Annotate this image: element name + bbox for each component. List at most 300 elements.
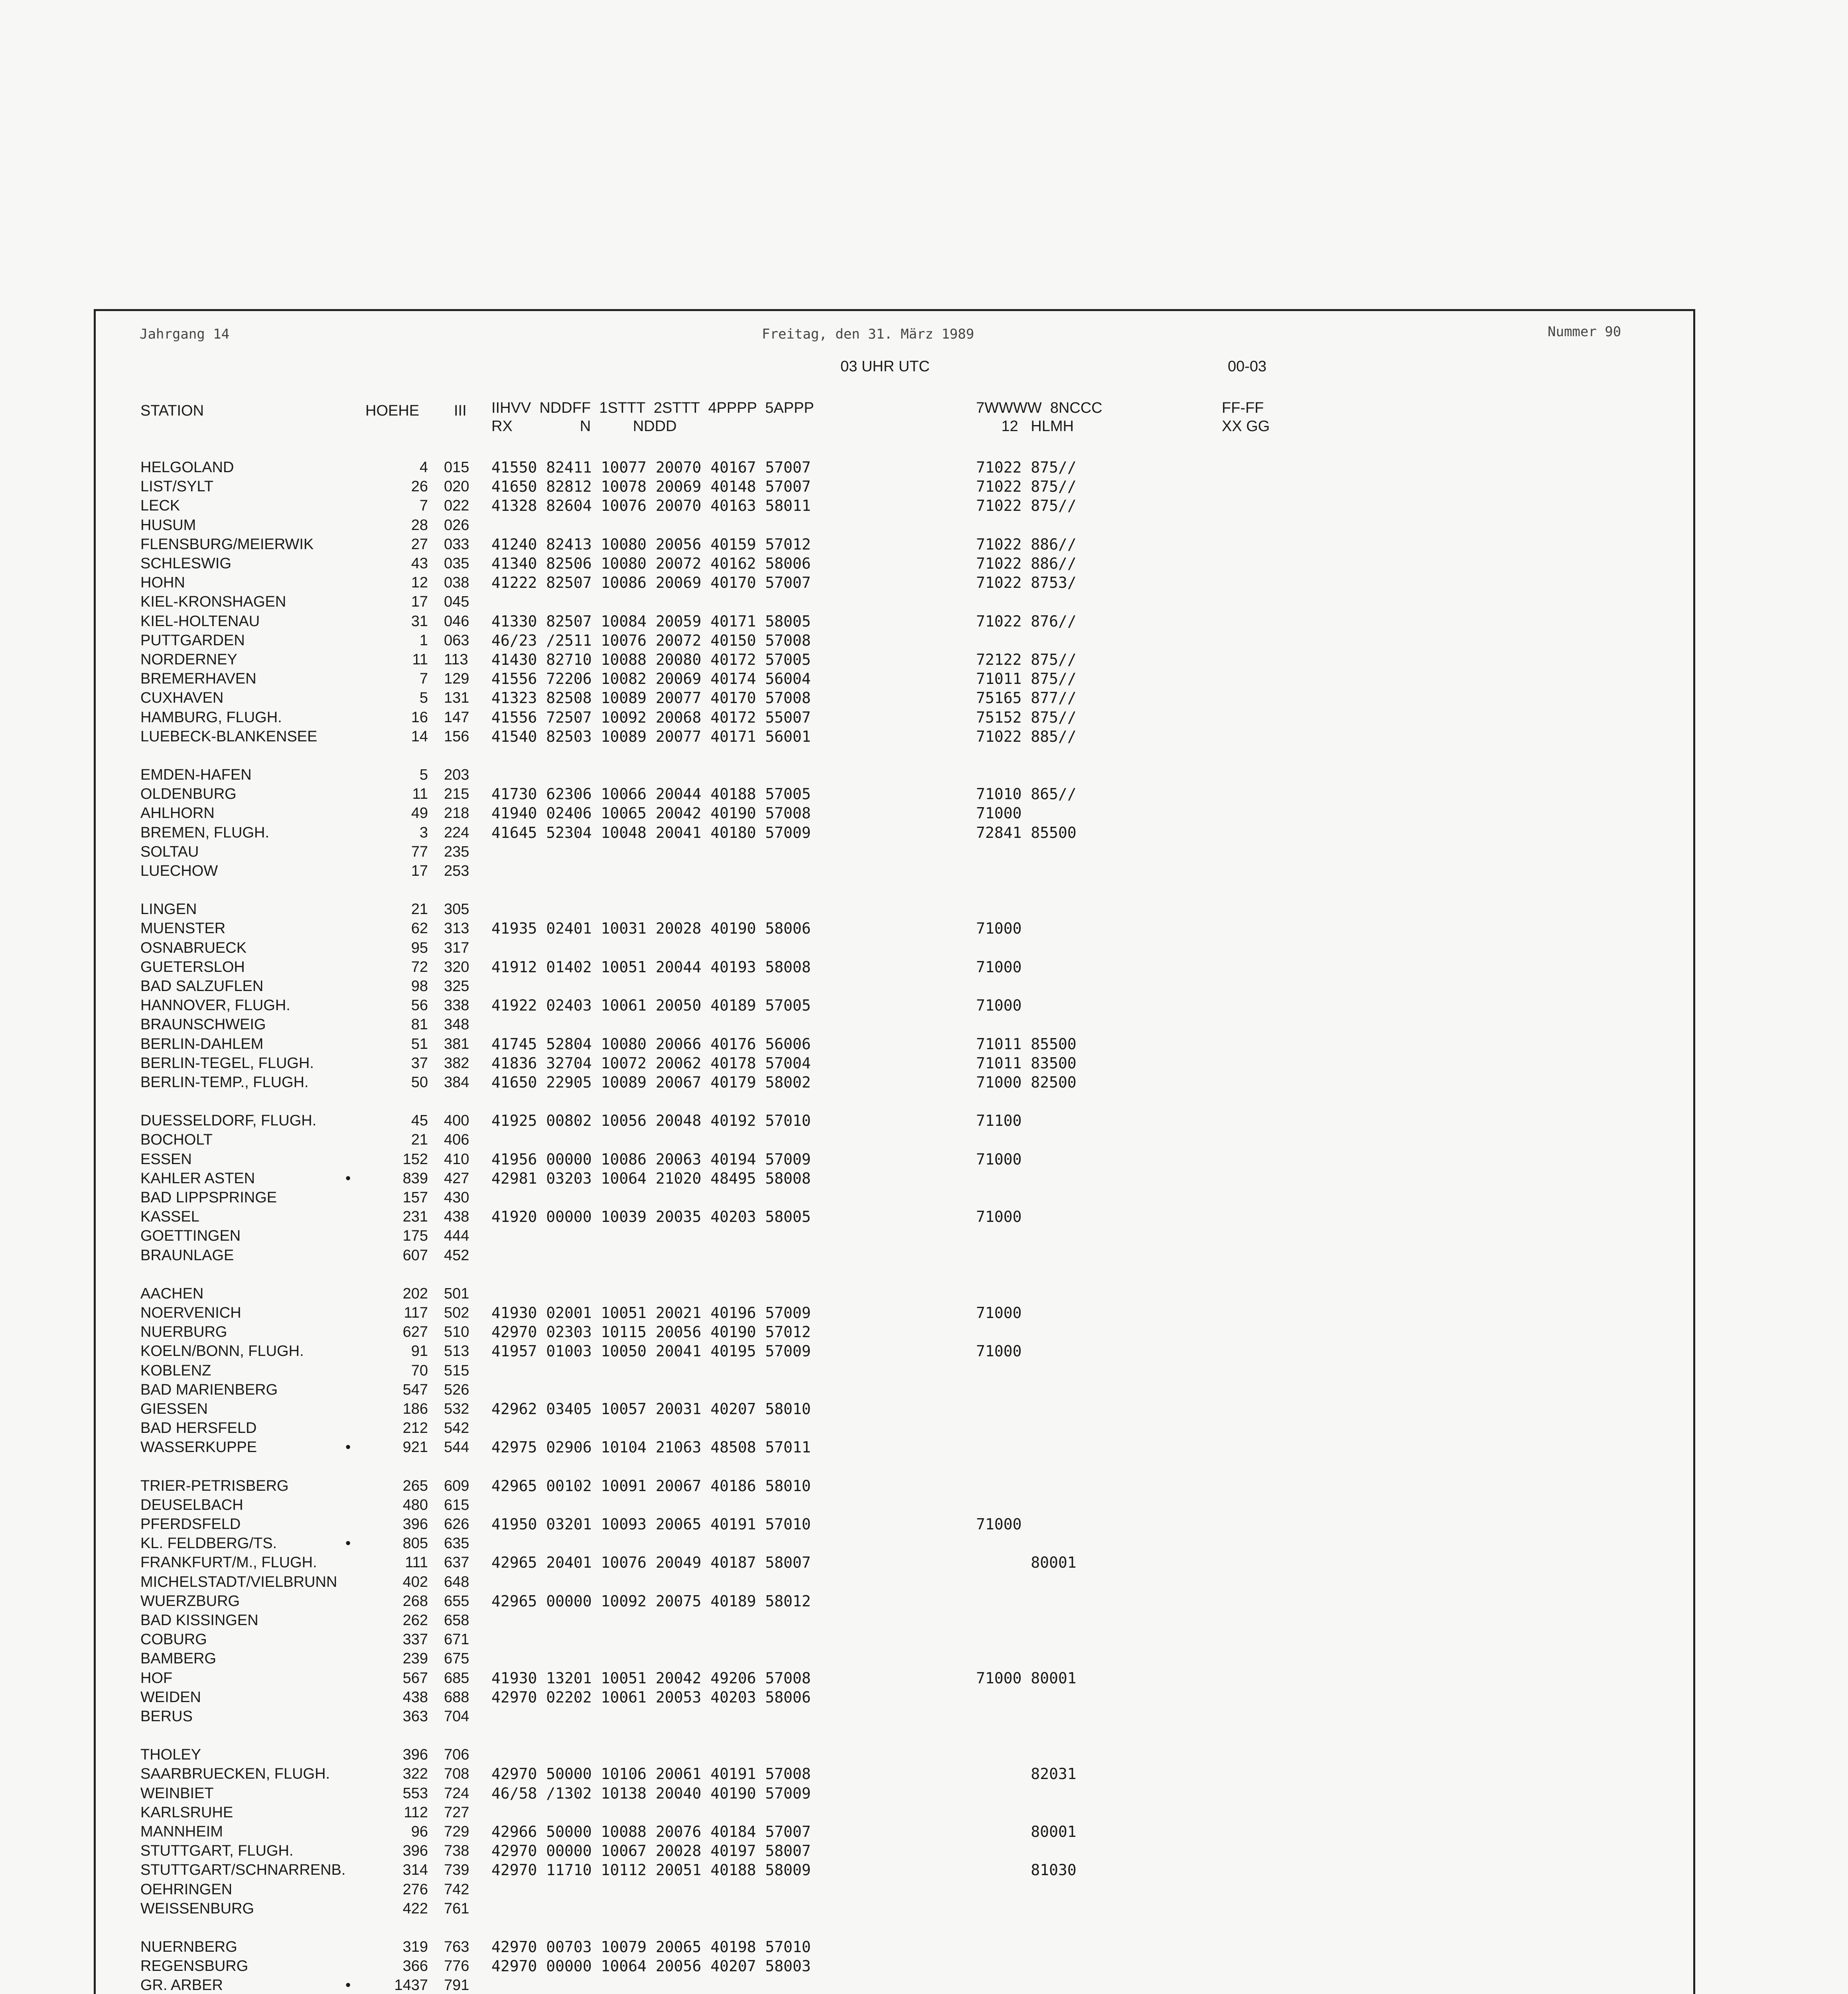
station-name: TRIER-PETRISBERG (140, 1478, 289, 1494)
station-height: 157 (402, 1189, 428, 1206)
station-name: OLDENBURG (140, 786, 237, 802)
table-row (0, 1976, 1848, 1994)
station-height: 212 (402, 1420, 428, 1436)
table-row (0, 1688, 1848, 1707)
station-name: DEUSELBACH (140, 1497, 243, 1513)
weather-groups: 71022 8753/ (976, 574, 1077, 591)
station-number: 438 (444, 1208, 469, 1225)
station-name: LIST/SYLT (140, 478, 214, 495)
station-number: 156 (444, 728, 469, 745)
table-row (0, 1822, 1848, 1841)
observation-groups: 46/23 /2511 10076 20072 40150 57008 (491, 632, 811, 649)
observation-groups: 41922 02403 10061 20050 40189 57005 (491, 997, 811, 1014)
station-name: KOELN/BONN, FLUGH. (140, 1343, 304, 1360)
station-height: 98 (411, 978, 428, 995)
station-name: LECK (140, 497, 180, 514)
observation-groups: 41222 82507 10086 20069 40170 57007 (491, 574, 811, 591)
station-height: 45 (411, 1112, 428, 1129)
observation-groups: 42970 11710 10112 20051 40188 58009 (491, 1861, 811, 1879)
station-number: 400 (444, 1112, 469, 1129)
station-name: WEINBIET (140, 1785, 214, 1802)
observation-groups: 42965 00102 10091 20067 40186 58010 (491, 1477, 811, 1495)
table-row (0, 1553, 1848, 1572)
mountain-station-marker: • (345, 1535, 351, 1552)
station-name: AHLHORN (140, 805, 215, 822)
station-name: KL. FELDBERG/TS. (140, 1535, 277, 1552)
station-name: BERLIN-DAHLEM (140, 1036, 264, 1052)
table-row (0, 554, 1848, 573)
station-height: 268 (402, 1593, 428, 1610)
table-row (0, 765, 1848, 784)
station-name: STUTTGART/SCHNARRENB. (140, 1862, 346, 1878)
station-height: 396 (402, 1516, 428, 1533)
col-group-observation: IIHVV NDDFF 1STTT 2STTT 4PPPP 5APPP RX N NDDD (491, 400, 814, 435)
station-height: 396 (402, 1842, 428, 1859)
station-number: 626 (444, 1516, 469, 1533)
station-number: 035 (444, 555, 469, 572)
weather-groups: 71010 865// (976, 785, 1077, 803)
station-number: 724 (444, 1785, 469, 1802)
station-name: KIEL-KRONSHAGEN (140, 593, 286, 610)
observation-groups: 42966 50000 10088 20076 40184 57007 (491, 1823, 811, 1840)
table-row (0, 1784, 1848, 1803)
station-name: KAHLER ASTEN (140, 1170, 255, 1187)
table-row (0, 861, 1848, 881)
table-row (0, 900, 1848, 919)
station-name: KASSEL (140, 1208, 199, 1225)
table-row (0, 1764, 1848, 1783)
station-height: 921 (402, 1439, 428, 1456)
station-name: KIEL-HOLTENAU (140, 613, 260, 630)
col-iii: III (454, 402, 467, 419)
observation-groups: 41730 62306 10066 20044 40188 57005 (491, 785, 811, 803)
station-number: 325 (444, 978, 469, 995)
station-number: 542 (444, 1420, 469, 1436)
station-height: 17 (411, 863, 428, 879)
observation-groups: 41836 32704 10072 20062 40178 57004 (491, 1054, 811, 1072)
observation-groups: 41328 82604 10076 20070 40163 58011 (491, 497, 811, 514)
station-name: BAD KISSINGEN (140, 1612, 258, 1629)
station-height: 337 (402, 1631, 428, 1648)
station-height: 111 (405, 1554, 428, 1571)
observation-groups: 41930 02001 10051 20021 40196 57009 (491, 1304, 811, 1322)
table-row (0, 1111, 1848, 1130)
table-row (0, 1246, 1848, 1265)
station-name: KOBLENZ (140, 1362, 211, 1379)
issue-number: Nummer 90 (1548, 324, 1621, 340)
table-row (0, 938, 1848, 958)
station-number: 338 (444, 997, 469, 1014)
station-name: BREMEN, FLUGH. (140, 824, 270, 841)
station-height: 14 (411, 728, 428, 745)
observation-groups: 42970 00000 10067 20028 40197 58007 (491, 1842, 811, 1860)
table-row (0, 535, 1848, 554)
table-row (0, 1745, 1848, 1764)
weather-groups: 71000 (976, 1151, 1022, 1168)
col-group-wind: FF-FF XX GG (1222, 400, 1270, 435)
station-number: 742 (444, 1881, 469, 1898)
station-name: PUTTGARDEN (140, 632, 245, 649)
col-station: STATION (140, 402, 204, 419)
table-row (0, 1169, 1848, 1188)
station-name: ESSEN (140, 1151, 192, 1168)
weather-groups: 71000 (976, 920, 1022, 937)
station-name: PFERDSFELD (140, 1516, 241, 1533)
station-number: 544 (444, 1439, 469, 1456)
jahrgang-label: Jahrgang 14 (140, 326, 230, 342)
table-row (0, 1649, 1848, 1668)
station-name: NUERNBERG (140, 1939, 237, 1955)
station-name: LUEBECK-BLANKENSEE (140, 728, 318, 745)
station-number: 313 (444, 920, 469, 937)
table-row (0, 1880, 1848, 1899)
table-row (0, 458, 1848, 477)
observation-groups: 41550 82411 10077 20070 40167 57007 (491, 459, 811, 476)
station-number: 381 (444, 1036, 469, 1052)
table-row (0, 1380, 1848, 1399)
station-number: 763 (444, 1939, 469, 1955)
station-height: 7 (419, 670, 428, 687)
observation-groups: 46/58 /1302 10138 20040 40190 57009 (491, 1785, 811, 1802)
table-row (0, 477, 1848, 496)
station-height: 319 (402, 1939, 428, 1955)
table-row (0, 1669, 1848, 1688)
station-height: 839 (402, 1170, 428, 1187)
station-height: 81 (411, 1016, 428, 1033)
station-number: 648 (444, 1574, 469, 1590)
station-name: WEIDEN (140, 1689, 201, 1706)
period-label: 00-03 (1228, 358, 1267, 375)
weather-groups: 71000 (976, 1208, 1022, 1226)
station-number: 384 (444, 1074, 469, 1091)
station-name: LUECHOW (140, 863, 218, 879)
table-row (0, 516, 1848, 535)
station-name: BAD HERSFELD (140, 1420, 257, 1436)
station-number: 033 (444, 536, 469, 553)
station-name: BAD LIPPSPRINGE (140, 1189, 277, 1206)
table-row (0, 1707, 1848, 1726)
station-number: 015 (444, 459, 469, 476)
table-row (0, 1342, 1848, 1361)
station-height: 175 (402, 1228, 428, 1244)
table-row (0, 1054, 1848, 1073)
weather-groups: 80001 (976, 1823, 1077, 1840)
table-row (0, 1150, 1848, 1169)
table-row (0, 1899, 1848, 1918)
station-name: HUSUM (140, 517, 196, 534)
table-row (0, 1226, 1848, 1245)
station-height: 366 (402, 1958, 428, 1974)
station-name: BAMBERG (140, 1650, 217, 1667)
date-label: Freitag, den 31. März 1989 (762, 326, 974, 342)
station-number: 317 (444, 940, 469, 956)
station-number: 382 (444, 1055, 469, 1072)
station-name: GOETTINGEN (140, 1228, 241, 1244)
station-number: 704 (444, 1708, 469, 1725)
station-number: 609 (444, 1478, 469, 1494)
weather-groups: 71000 (976, 1515, 1022, 1533)
station-height: 314 (402, 1862, 428, 1878)
station-name: HOF (140, 1670, 173, 1687)
table-row (0, 1957, 1848, 1976)
station-name: SCHLESWIG (140, 555, 232, 572)
table-row (0, 1399, 1848, 1419)
station-name: BAD MARIENBERG (140, 1381, 278, 1398)
station-height: 5 (419, 766, 428, 783)
station-height: 26 (411, 478, 428, 495)
station-name: BAD SALZUFLEN (140, 978, 264, 995)
table-row (0, 1515, 1848, 1534)
station-height: 202 (402, 1285, 428, 1302)
station-height: 402 (402, 1574, 428, 1590)
table-row (0, 1303, 1848, 1322)
observation-groups: 41650 22905 10089 20067 40179 58002 (491, 1074, 811, 1091)
station-name: HELGOLAND (140, 459, 234, 476)
station-number: 510 (444, 1324, 469, 1340)
station-name: SOLTAU (140, 843, 199, 860)
station-height: 363 (402, 1708, 428, 1725)
table-row (0, 1496, 1848, 1515)
table-row (0, 804, 1848, 823)
observation-groups: 42970 02303 10115 20056 40190 57012 (491, 1323, 811, 1341)
station-height: 28 (411, 517, 428, 534)
col-group-weather: 7WWWW 8NCCC 12 HLMH (976, 400, 1102, 435)
station-name: THOLEY (140, 1746, 201, 1763)
mountain-station-marker: • (345, 1170, 351, 1187)
table-row (0, 1803, 1848, 1822)
table-row (0, 1284, 1848, 1303)
station-number: 526 (444, 1381, 469, 1398)
station-name: MANNHEIM (140, 1823, 223, 1840)
station-number: 671 (444, 1631, 469, 1648)
station-height: 11 (412, 651, 428, 668)
station-height: 11 (412, 786, 428, 802)
observation-groups: 41930 13201 10051 20042 49206 57008 (491, 1669, 811, 1687)
weather-groups: 71000 (976, 997, 1022, 1014)
station-number: 502 (444, 1304, 469, 1321)
station-number: 038 (444, 574, 469, 591)
station-height: 51 (411, 1036, 428, 1052)
station-number: 224 (444, 824, 469, 841)
station-height: 27 (411, 536, 428, 553)
station-number: 513 (444, 1343, 469, 1360)
station-name: GIESSEN (140, 1401, 208, 1417)
station-height: 265 (402, 1478, 428, 1494)
station-height: 805 (402, 1535, 428, 1552)
station-height: 262 (402, 1612, 428, 1629)
observation-groups: 41650 82812 10078 20069 40148 57007 (491, 478, 811, 495)
station-name: HAMBURG, FLUGH. (140, 709, 282, 726)
station-number: 615 (444, 1497, 469, 1513)
station-number: 348 (444, 1016, 469, 1033)
station-name: KARLSRUHE (140, 1804, 233, 1821)
station-name: WEISSENBURG (140, 1900, 254, 1917)
table-row (0, 650, 1848, 669)
weather-groups: 72122 875// (976, 651, 1077, 668)
station-height: 5 (419, 690, 428, 706)
station-name: WASSERKUPPE (140, 1439, 257, 1456)
weather-groups: 71011 83500 (976, 1054, 1077, 1072)
station-height: 43 (411, 555, 428, 572)
station-height: 3 (419, 824, 428, 841)
station-name: SAARBRUECKEN, FLUGH. (140, 1765, 330, 1782)
station-number: 706 (444, 1746, 469, 1763)
mountain-station-marker: • (345, 1977, 351, 1994)
observation-groups: 42975 02906 10104 21063 48508 57011 (491, 1438, 811, 1456)
station-number: 761 (444, 1900, 469, 1917)
table-row (0, 1419, 1848, 1438)
observation-groups: 41340 82506 10080 20072 40162 58006 (491, 555, 811, 572)
weather-groups: 71000 (976, 958, 1022, 976)
station-height: 553 (402, 1785, 428, 1802)
station-number: 203 (444, 766, 469, 783)
station-name: BOCHOLT (140, 1131, 213, 1148)
station-name: WUERZBURG (140, 1593, 240, 1610)
station-number: 235 (444, 843, 469, 860)
table-row (0, 1361, 1848, 1380)
station-number: 635 (444, 1535, 469, 1552)
station-height: 1437 (394, 1977, 428, 1994)
station-name: OEHRINGEN (140, 1881, 233, 1898)
station-number: 020 (444, 478, 469, 495)
weather-groups: 71022 886// (976, 536, 1077, 553)
observation-groups: 41330 82507 10084 20059 40171 58005 (491, 613, 811, 630)
station-height: 4 (419, 459, 428, 476)
station-number: 430 (444, 1189, 469, 1206)
observation-groups: 41935 02401 10031 20028 40190 58006 (491, 920, 811, 937)
station-number: 739 (444, 1862, 469, 1878)
weather-groups: 71000 (976, 804, 1022, 822)
station-height: 422 (402, 1900, 428, 1917)
station-height: 186 (402, 1401, 428, 1417)
table-row (0, 612, 1848, 631)
station-height: 21 (411, 901, 428, 918)
station-name: GUETERSLOH (140, 959, 245, 975)
station-height: 438 (402, 1689, 428, 1706)
station-name: FLENSBURG/MEIERWIK (140, 536, 314, 553)
station-name: HANNOVER, FLUGH. (140, 997, 290, 1014)
weather-groups: 71000 80001 (976, 1669, 1077, 1687)
table-row (0, 1937, 1848, 1957)
observation-groups: 41556 72206 10082 20069 40174 56004 (491, 670, 811, 688)
table-row (0, 592, 1848, 611)
station-number: 675 (444, 1650, 469, 1667)
observation-groups: 42970 00000 10064 20056 40207 58003 (491, 1957, 811, 1975)
table-row (0, 919, 1848, 938)
station-number: 410 (444, 1151, 469, 1168)
weather-groups: 75165 877// (976, 689, 1077, 707)
station-name: BREMERHAVEN (140, 670, 256, 687)
station-number: 637 (444, 1554, 469, 1571)
observation-groups: 41323 82508 10089 20077 40170 57008 (491, 689, 811, 707)
weather-groups: 71022 875// (976, 459, 1077, 476)
weather-groups: 71022 875// (976, 497, 1077, 514)
weather-groups: 80001 (976, 1554, 1077, 1571)
observation-groups: 42962 03405 10057 20031 40207 58010 (491, 1400, 811, 1418)
station-number: 532 (444, 1401, 469, 1417)
station-height: 17 (411, 593, 428, 610)
station-name: STUTTGART, FLUGH. (140, 1842, 294, 1859)
weather-groups: 71000 82500 (976, 1074, 1077, 1091)
station-number: 738 (444, 1842, 469, 1859)
station-height: 607 (402, 1247, 428, 1264)
weather-groups: 71022 876// (976, 613, 1077, 630)
table-row (0, 1630, 1848, 1649)
station-number: 444 (444, 1228, 469, 1244)
observation-groups: 41645 52304 10048 20041 40180 57009 (491, 824, 811, 841)
station-name: AACHEN (140, 1285, 204, 1302)
col-hoehe: HOEHE (365, 402, 420, 419)
station-name: EMDEN-HAFEN (140, 766, 252, 783)
table-row (0, 573, 1848, 592)
weather-groups: 71022 886// (976, 555, 1077, 572)
station-height: 117 (404, 1304, 428, 1321)
station-height: 567 (402, 1670, 428, 1687)
station-height: 547 (402, 1381, 428, 1398)
station-number: 215 (444, 786, 469, 802)
observation-groups: 42965 00000 10092 20075 40189 58012 (491, 1592, 811, 1610)
station-number: 218 (444, 805, 469, 822)
station-name: GR. ARBER (140, 1977, 223, 1994)
station-number: 045 (444, 593, 469, 610)
observation-groups: 42965 20401 10076 20049 40187 58007 (491, 1554, 811, 1571)
time-label: 03 UHR UTC (840, 358, 930, 375)
station-height: 627 (402, 1324, 428, 1340)
station-number: 253 (444, 863, 469, 879)
weather-groups: 71011 875// (976, 670, 1077, 688)
weather-groups: 71022 885// (976, 728, 1077, 745)
table-row (0, 688, 1848, 707)
station-name: BERUS (140, 1708, 193, 1725)
table-row (0, 727, 1848, 746)
table-row (0, 1073, 1848, 1092)
station-number: 658 (444, 1612, 469, 1629)
station-name: MICHELSTADT/VIELBRUNN (140, 1574, 337, 1590)
weather-groups: 71000 (976, 1304, 1022, 1322)
station-number: 305 (444, 901, 469, 918)
station-number: 147 (444, 709, 469, 726)
station-height: 95 (411, 940, 428, 956)
station-name: BRAUNLAGE (140, 1247, 234, 1264)
station-name: DUESSELDORF, FLUGH. (140, 1112, 317, 1129)
station-number: 320 (444, 959, 469, 975)
station-height: 50 (411, 1074, 428, 1091)
station-number: 427 (444, 1170, 469, 1187)
weather-groups: 71100 (976, 1112, 1022, 1129)
station-name: HOHN (140, 574, 185, 591)
station-name: BERLIN-TEMP., FLUGH. (140, 1074, 309, 1091)
station-number: 655 (444, 1593, 469, 1610)
mountain-station-marker: • (345, 1439, 351, 1456)
observation-groups: 41925 00802 10056 20048 40192 57010 (491, 1112, 811, 1129)
station-number: 452 (444, 1247, 469, 1264)
station-name: LINGEN (140, 901, 197, 918)
station-name: REGENSBURG (140, 1958, 249, 1974)
observation-groups: 41940 02406 10065 20042 40190 57008 (491, 804, 811, 822)
table-row (0, 669, 1848, 688)
station-name: BRAUNSCHWEIG (140, 1016, 266, 1033)
table-row (0, 823, 1848, 842)
table-row (0, 1534, 1848, 1553)
table-row (0, 958, 1848, 977)
station-height: 396 (402, 1746, 428, 1763)
station-height: 276 (402, 1881, 428, 1898)
station-height: 96 (411, 1823, 428, 1840)
observation-groups: 41556 72507 10092 20068 40172 55007 (491, 709, 811, 726)
table-row (0, 842, 1848, 861)
table-row (0, 977, 1848, 996)
station-height: 231 (402, 1208, 428, 1225)
